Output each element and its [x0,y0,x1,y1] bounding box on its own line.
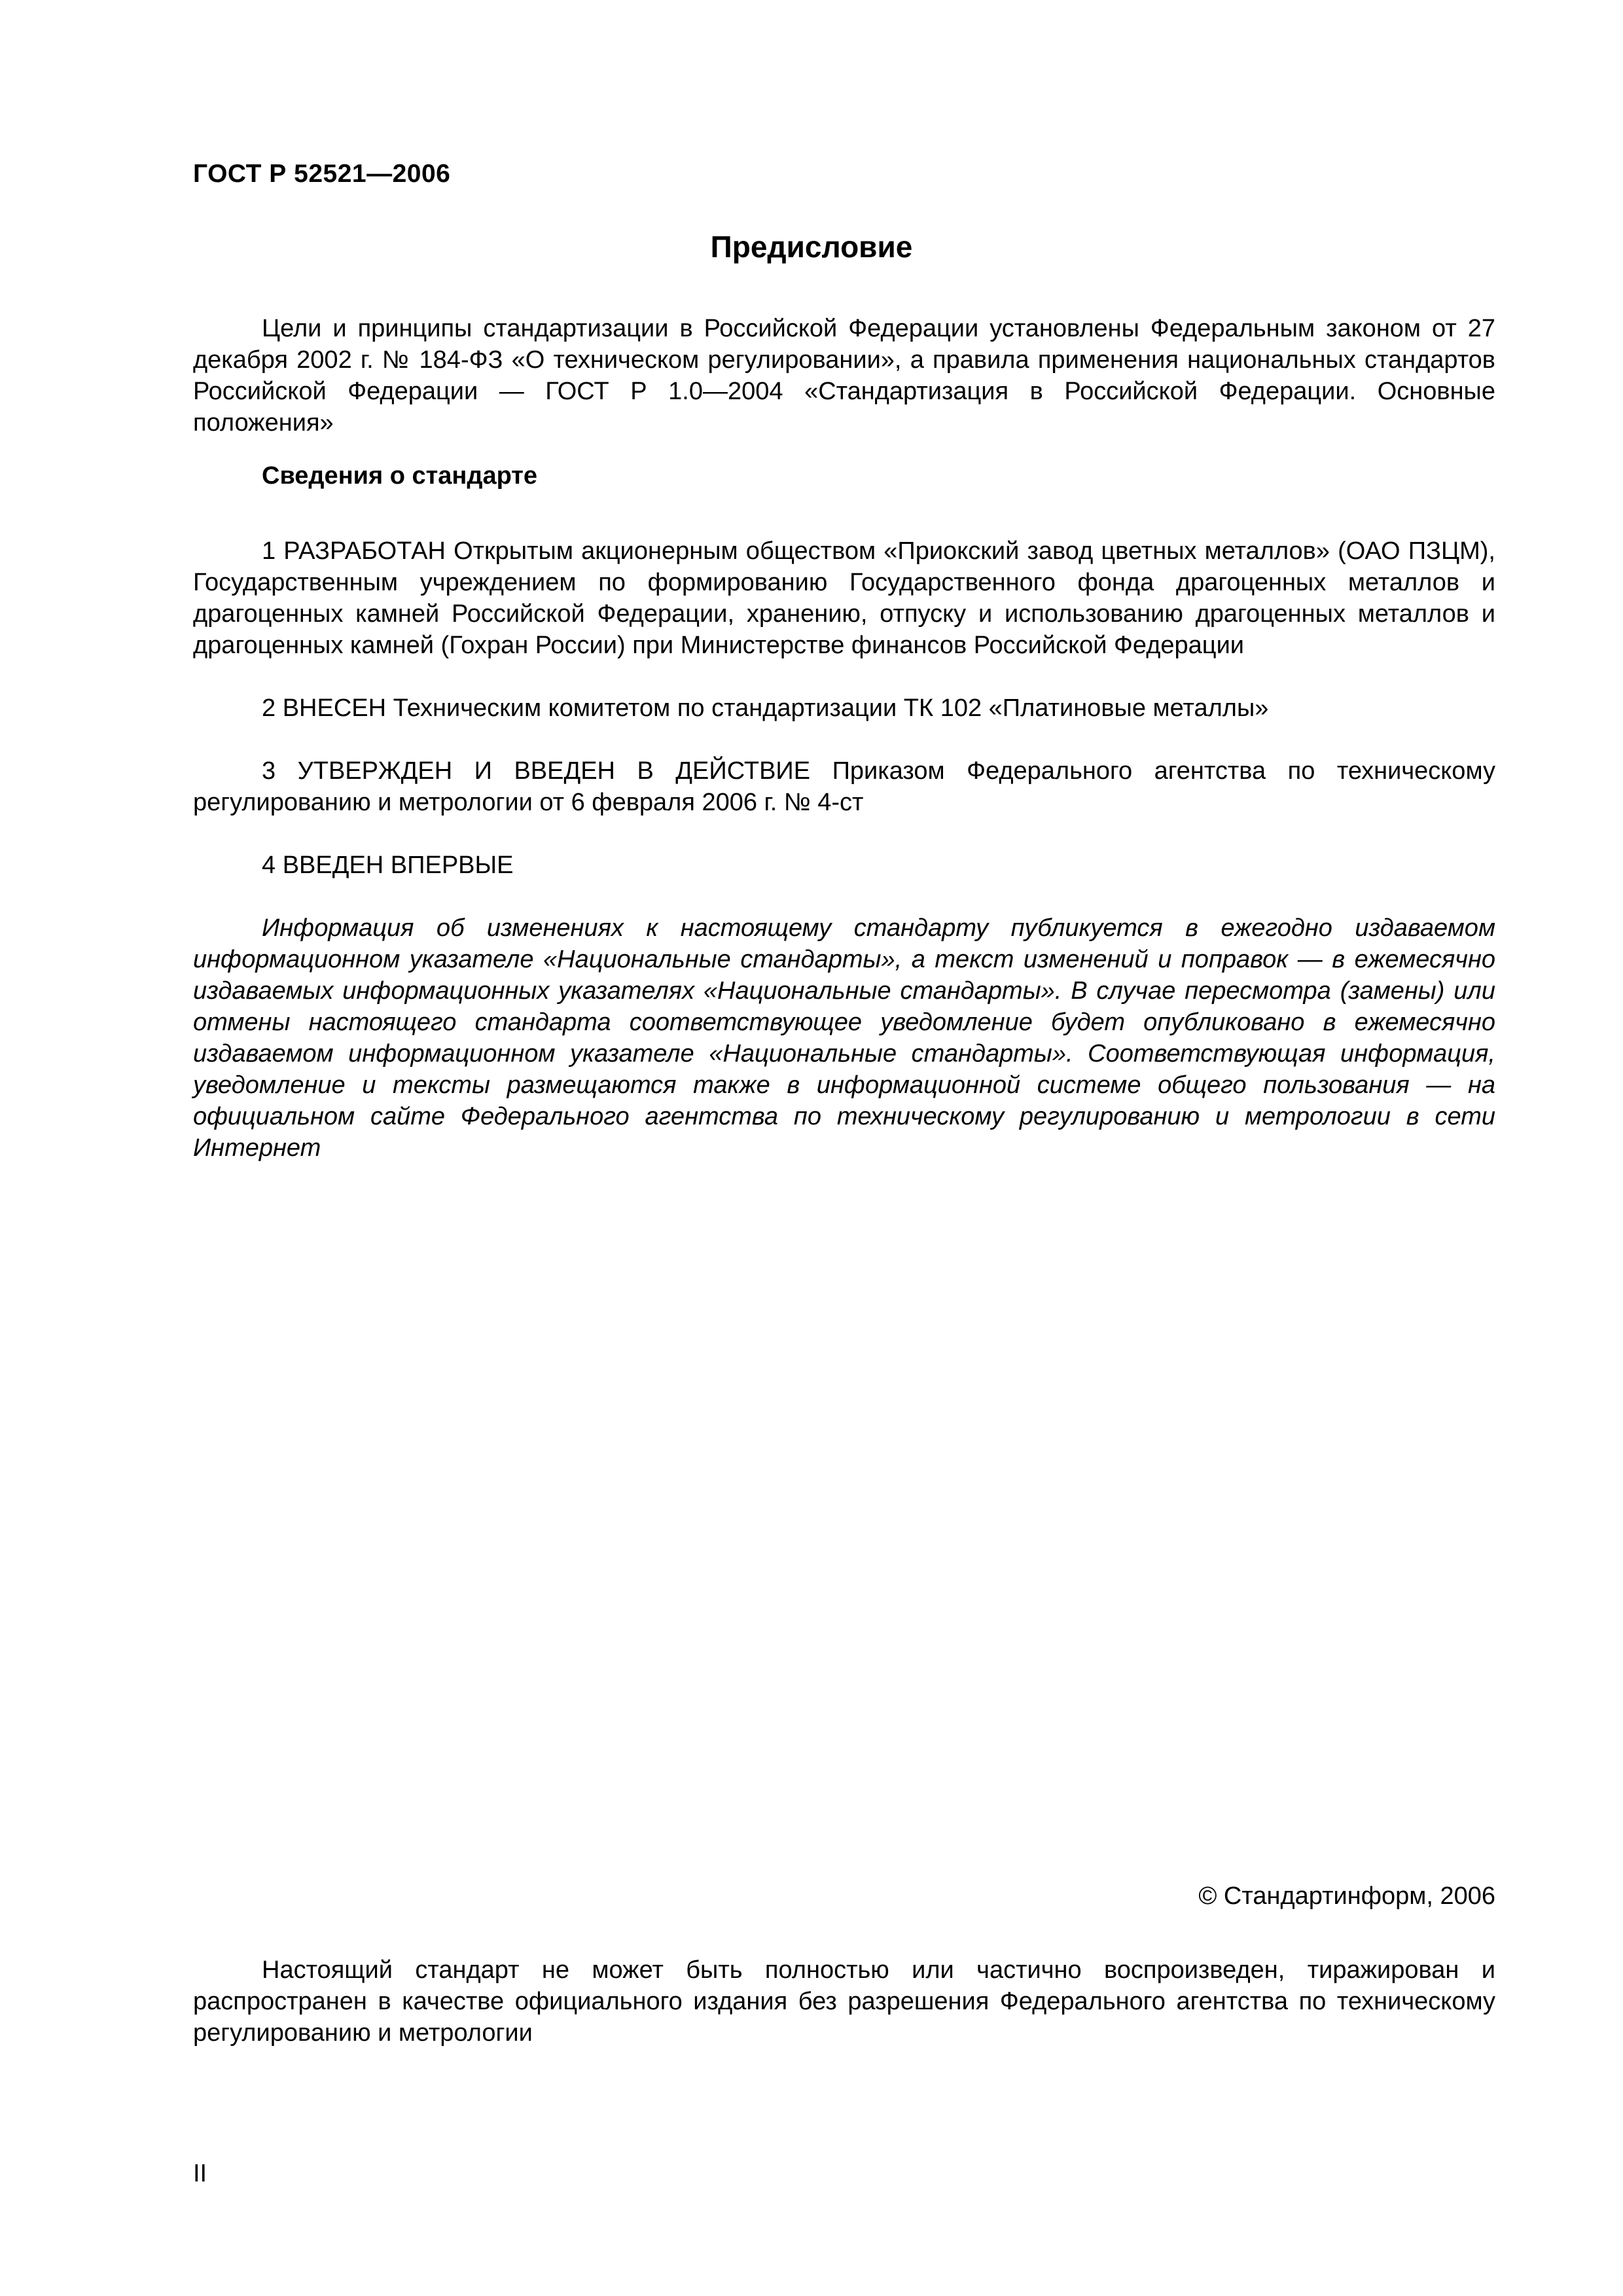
page-title: Предисловие [710,230,913,264]
list-item: 2 ВНЕСЕН Техническим комитетом по стандартизации ТК 102 «Платиновые металлы» [262,694,1269,722]
standard-info-item-4 [193,850,1495,881]
amendments-notice: Информация об изменениях к настоящему стандарту публикуется в ежегодно издаваемом информационном указателе «Национальные стандарты», а текст изменений и поправок — в ежемесячно издаваемых информационных указателях «Национальные стандарты». В случае пересмотра (замены) или отмены настоящего стандарта соответствующее уведомление будет опубликовано в ежемесячно издаваемом информационном указателе «Национальные стандарты». Соответствующая информация, уведомление и тексты размещаются также в информационной системе общего пользования — на официальном сайте Федерального агентства по техническому регулированию и метрологии в сети Интернет [193,914,1495,1162]
standard-info-heading: Сведения о стандарте [262,462,538,490]
intro-paragraph: Цели и принципы стандартизации в Российской Федерации установлены Федеральным законом от 27 декабря 2002 г. № 184-ФЗ «О техническом регулировании», а правила применения национальных стандартов Российской Федерации — ГОСТ Р 1.0—2004 «Стандартизация в Российской Федерации. Основные положения» [193,315,1495,437]
intro-section [193,313,1495,439]
standard-info-item-1 [193,535,1495,661]
reproduction-notice-section [193,1954,1495,2049]
reproduction-notice: Настоящий стандарт не может быть полностью или частично воспроизведен, тиражирован и распространен в качестве официального издания без разрешения Федерального агентства по техническому регулированию и метрологии [193,1956,1495,2047]
standard-info-item-3 [193,755,1495,818]
document-number: ГОСТ Р 52521—2006 [193,160,451,188]
list-item: 3 УТВЕРЖДЕН И ВВЕДЕН В ДЕЙСТВИЕ Приказом Федерального агентства по техническому регулированию и метрологии от 6 февраля 2006 г. № 4-ст [193,757,1495,816]
amendments-notice-section [193,912,1495,1164]
list-item: 4 ВВЕДЕН ВПЕРВЫЕ [262,852,514,879]
page-number: II [193,2160,207,2187]
list-item: 1 РАЗРАБОТАН Открытым акционерным обществом «Приокский завод цветных металлов» (ОАО ПЗЦМ), Государственным учреждением по формированию Государственного фонда драгоценных металлов и драгоценных камней Российской Федерации, хранению, отпуску и использованию драгоценных металлов и драгоценных камней (Гохран России) при Министерстве финансов Российской Федерации [193,537,1495,659]
copyright-line: © Стандартинформ, 2006 [1198,1882,1495,1910]
standard-info-item-2 [193,692,1495,724]
